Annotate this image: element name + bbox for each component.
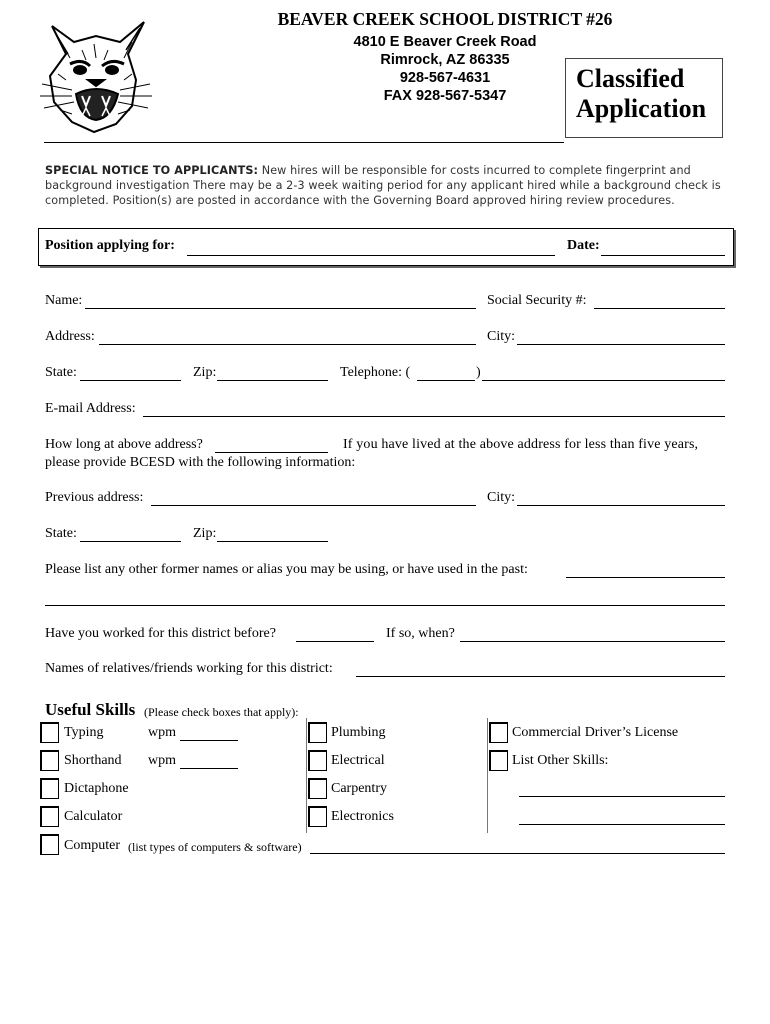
name-field[interactable] xyxy=(85,308,476,309)
bobcat-mascot-logo xyxy=(32,14,154,136)
district-street-address: 4810 E Beaver Creek Road xyxy=(353,34,537,50)
position-field[interactable] xyxy=(187,255,555,256)
previous-state-field[interactable] xyxy=(80,541,181,542)
city-field[interactable] xyxy=(517,344,725,345)
relatives-label: Names of relatives/friends working for this district: xyxy=(45,661,333,676)
notice-heading: SPECIAL NOTICE TO APPLICANTS: xyxy=(45,164,259,177)
skills-column-divider-2 xyxy=(487,718,488,833)
form-title-line2: Application xyxy=(576,94,707,123)
zip-label: Zip: xyxy=(193,365,217,380)
useful-skills-heading: Useful Skills xyxy=(45,700,136,719)
position-label: Position applying for: xyxy=(45,238,175,253)
notice-body: New hires will be responsible for costs incurred to complete fingerprint and background investigation There may be a 2-3 week waiting period for any applicant hired while a background check is completed. Position(s) are posted in accordance with the Governing Board approved hiring review procedures. xyxy=(45,164,721,207)
other-skills-label: List Other Skills: xyxy=(512,753,609,768)
previous-state-label: State: xyxy=(45,526,77,541)
plumbing-checkbox[interactable] xyxy=(308,722,327,743)
city-label: City: xyxy=(487,329,516,344)
computer-label: Computer xyxy=(64,838,120,853)
electronics-label: Electronics xyxy=(331,809,394,824)
please-provide-text: please provide BCESD with the following information: xyxy=(45,455,356,470)
telephone-field[interactable] xyxy=(482,380,725,381)
district-city-address: Rimrock, AZ 86335 xyxy=(380,52,510,68)
former-names-field[interactable] xyxy=(566,577,725,578)
address-field[interactable] xyxy=(99,344,476,345)
computer-note: (list types of computers & software) xyxy=(128,840,302,854)
how-long-field[interactable] xyxy=(215,452,328,453)
cdl-checkbox[interactable] xyxy=(489,722,508,743)
area-code-field[interactable] xyxy=(417,380,475,381)
district-fax: FAX 928-567-5347 xyxy=(383,88,507,104)
special-notice xyxy=(45,163,735,208)
other-skills-field-1[interactable] xyxy=(519,796,725,797)
shorthand-wpm-label: wpm xyxy=(148,753,176,768)
header-divider xyxy=(44,142,564,143)
zip-field[interactable] xyxy=(217,380,328,381)
dictaphone-label: Dictaphone xyxy=(64,781,129,796)
computer-checkbox[interactable] xyxy=(40,834,59,855)
how-long-label: How long at above address? xyxy=(45,437,203,452)
less-than-five-years-text: If you have lived at the above address for less than five years, xyxy=(343,437,699,452)
former-names-label: Please list any other former names or alias you may be using, or have used in the past: xyxy=(45,562,528,577)
electrical-label: Electrical xyxy=(331,753,385,768)
worked-before-label: Have you worked for this district before? xyxy=(45,626,276,641)
shorthand-checkbox[interactable] xyxy=(40,750,59,771)
shorthand-label: Shorthand xyxy=(64,753,122,768)
position-box xyxy=(38,228,734,266)
cdl-label: Commercial Driver’s License xyxy=(512,725,679,740)
form-title-line1: Classified xyxy=(576,64,685,93)
state-label: State: xyxy=(45,365,77,380)
previous-zip-label: Zip: xyxy=(193,526,217,541)
other-skills-field-2[interactable] xyxy=(519,824,725,825)
date-label: Date: xyxy=(567,238,600,253)
calculator-checkbox[interactable] xyxy=(40,806,59,827)
useful-skills-note: (Please check boxes that apply): xyxy=(144,705,299,719)
if-so-when-field[interactable] xyxy=(460,641,725,642)
previous-city-label: City: xyxy=(487,490,516,505)
ssn-label: Social Security #: xyxy=(487,293,587,308)
dictaphone-checkbox[interactable] xyxy=(40,778,59,799)
previous-address-label: Previous address: xyxy=(45,490,144,505)
other-skills-checkbox[interactable] xyxy=(489,750,508,771)
typing-label: Typing xyxy=(64,725,104,740)
carpentry-checkbox[interactable] xyxy=(308,778,327,799)
skills-column-divider-1 xyxy=(306,718,307,833)
calculator-label: Calculator xyxy=(64,809,123,824)
plumbing-label: Plumbing xyxy=(331,725,386,740)
former-names-field-line2[interactable] xyxy=(45,605,725,606)
previous-zip-field[interactable] xyxy=(217,541,328,542)
carpentry-label: Carpentry xyxy=(331,781,387,796)
district-name: BEAVER CREEK SCHOOL DISTRICT #26 xyxy=(277,9,613,29)
telephone-label: Telephone: ( xyxy=(340,365,411,380)
date-field[interactable] xyxy=(601,255,725,256)
electronics-checkbox[interactable] xyxy=(308,806,327,827)
electrical-checkbox[interactable] xyxy=(308,750,327,771)
relatives-field[interactable] xyxy=(356,676,725,677)
form-title-box xyxy=(565,58,723,138)
ssn-field[interactable] xyxy=(594,308,725,309)
email-label: E-mail Address: xyxy=(45,401,136,416)
email-field[interactable] xyxy=(143,416,725,417)
if-so-when-label: If so, when? xyxy=(386,626,455,641)
district-phone: 928-567-4631 xyxy=(399,70,491,86)
typing-wpm-label: wpm xyxy=(148,725,176,740)
previous-address-field[interactable] xyxy=(151,505,476,506)
worked-before-field[interactable] xyxy=(296,641,374,642)
name-label: Name: xyxy=(45,293,83,308)
typing-wpm-field[interactable] xyxy=(180,740,238,741)
state-field[interactable] xyxy=(80,380,181,381)
telephone-close-paren: ) xyxy=(476,365,481,380)
computer-field[interactable] xyxy=(310,853,725,854)
previous-city-field[interactable] xyxy=(517,505,725,506)
typing-checkbox[interactable] xyxy=(40,722,59,743)
shorthand-wpm-field[interactable] xyxy=(180,768,238,769)
address-label: Address: xyxy=(45,329,95,344)
